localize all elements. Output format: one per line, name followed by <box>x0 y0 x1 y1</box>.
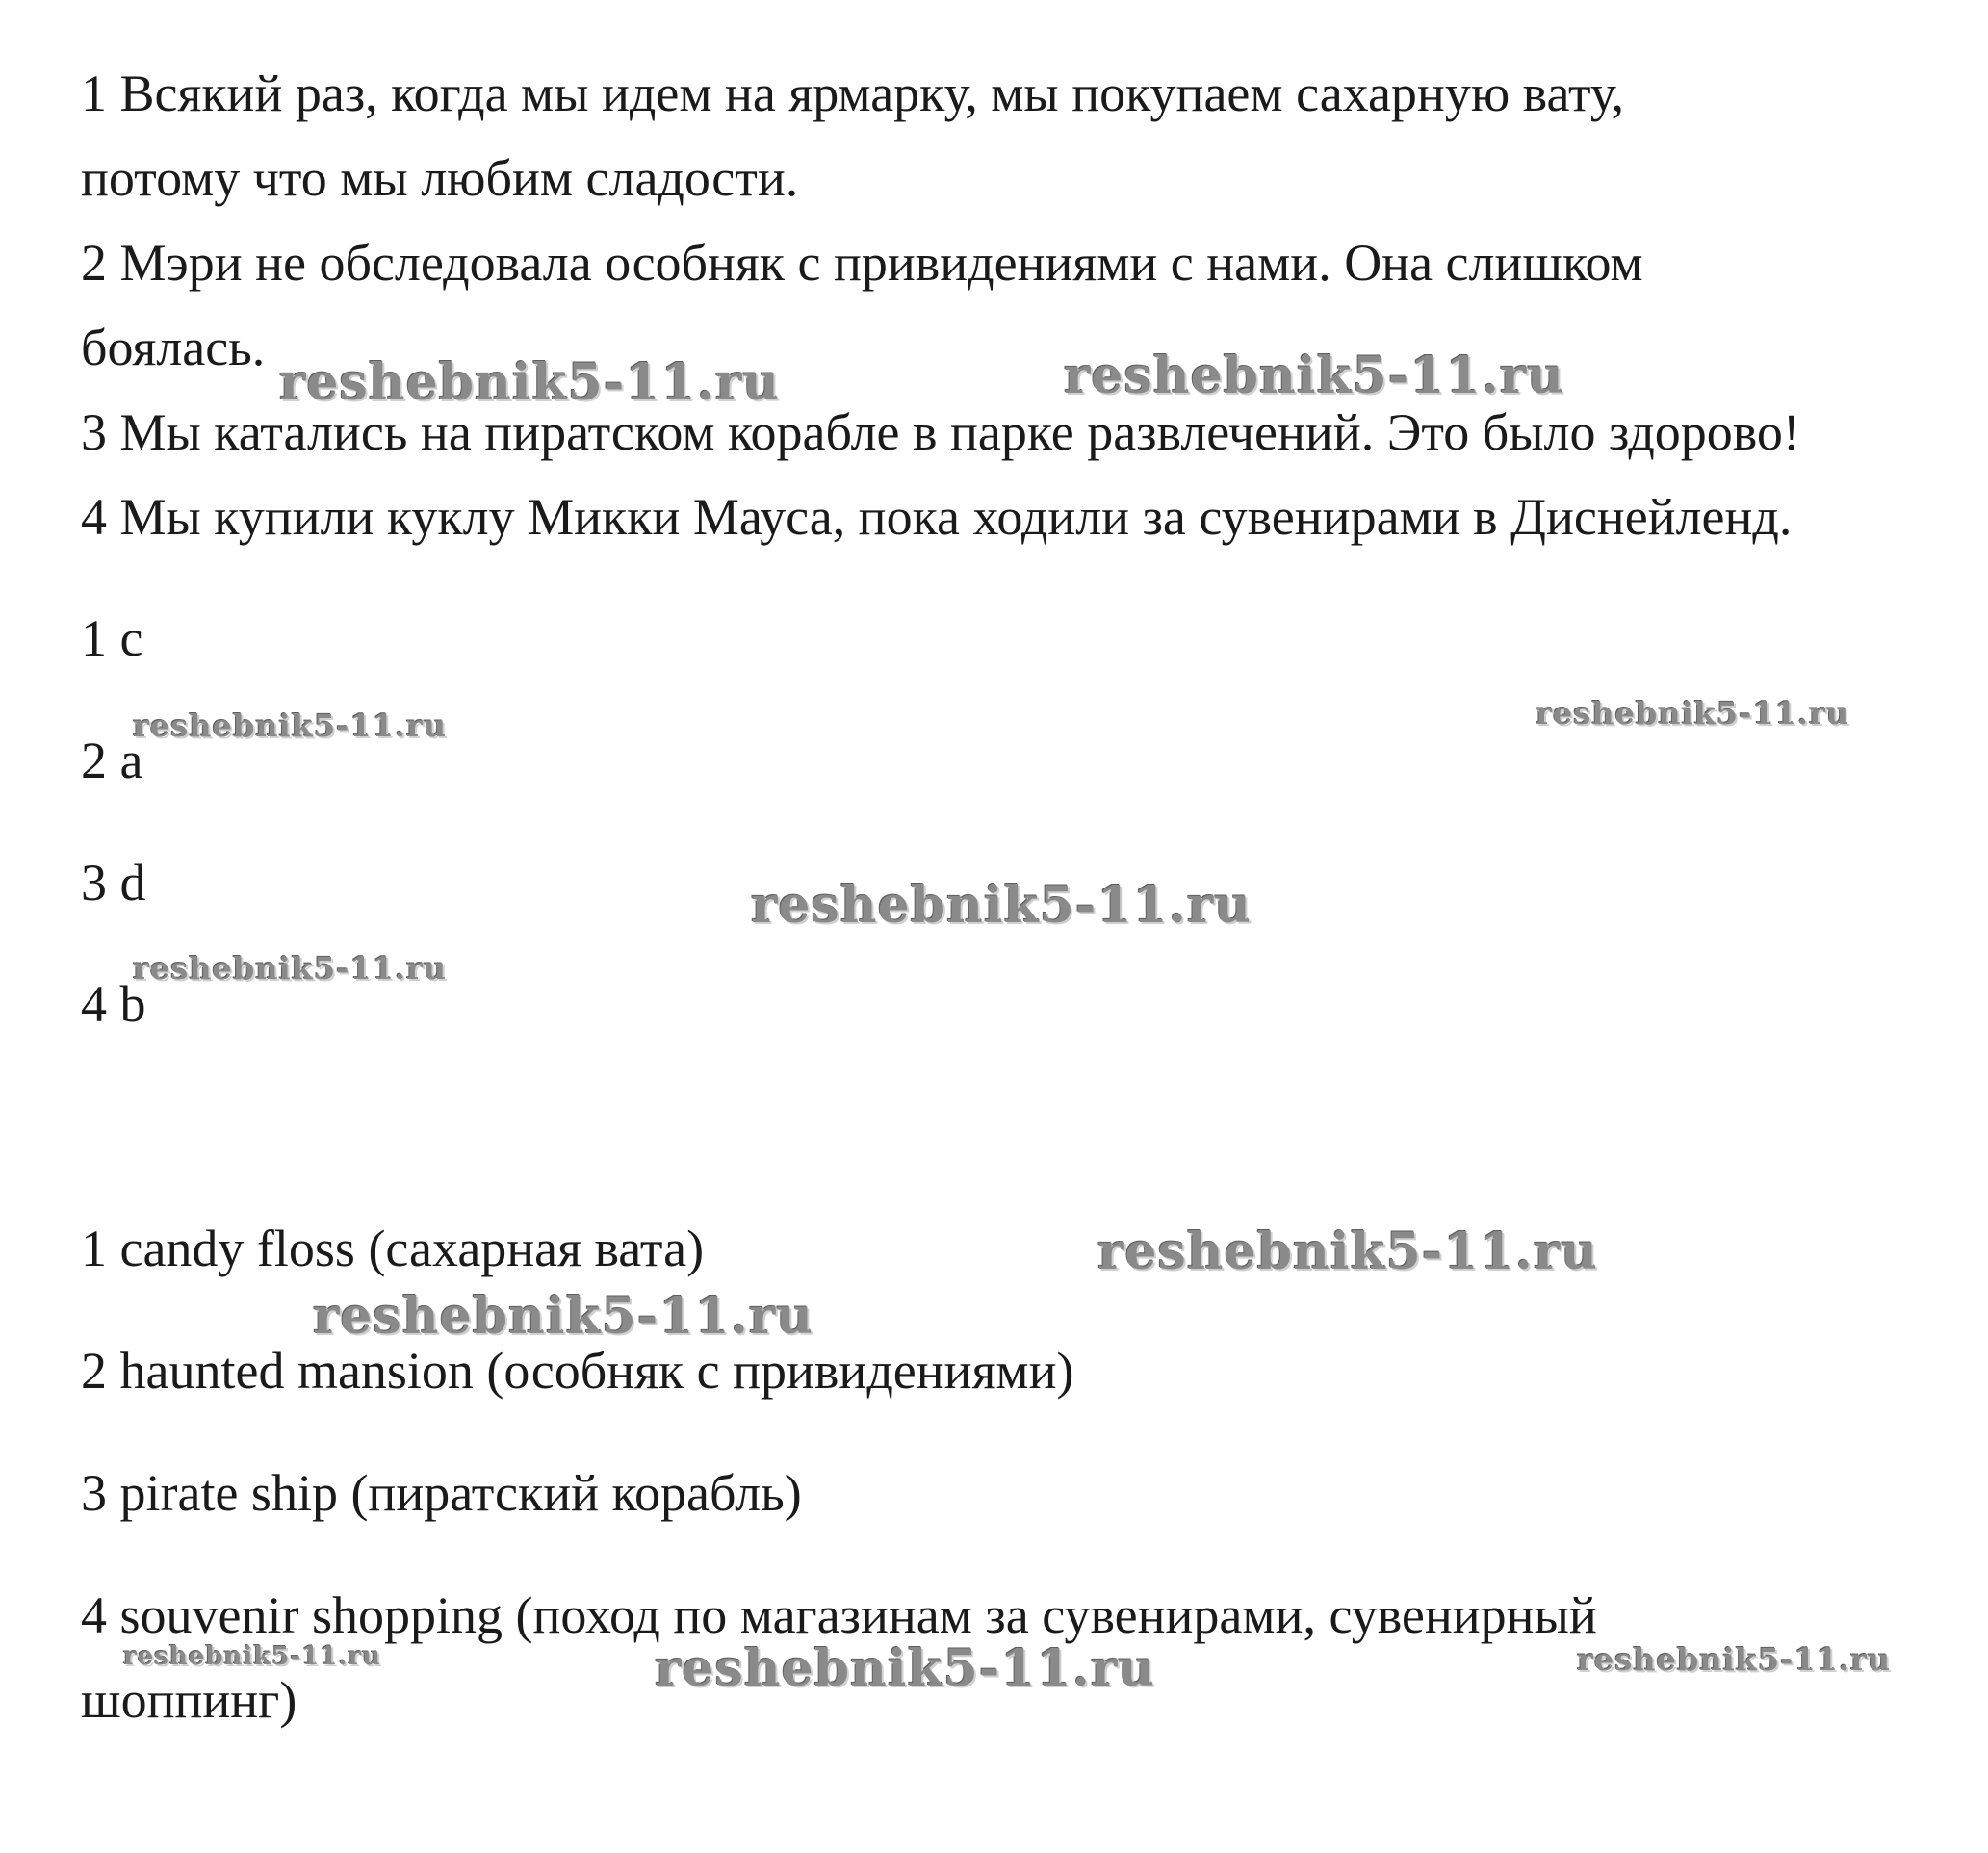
watermark: reshebnik5-11.ru <box>133 708 448 744</box>
vocabulary-item: 1 candy floss (сахарная вата) <box>81 1220 705 1277</box>
answer-item: 2 a <box>81 732 143 789</box>
watermark: reshebnik5-11.ru <box>313 1287 814 1346</box>
vocabulary-item: 2 haunted mansion (особняк с привидениями) <box>81 1342 1074 1400</box>
translation-line: 2 Мэри не обследовала особняк с привидениями с нами. Она слишком <box>81 234 1643 292</box>
translation-line: боялась. <box>81 319 266 376</box>
vocabulary-item: шоппинг) <box>81 1671 297 1729</box>
translation-line: 4 Мы купили куклу Микки Мауса, пока ходили за сувенирами в Диснейленд. <box>81 488 1793 546</box>
answer-item: 1 c <box>81 609 143 667</box>
answer-item: 4 b <box>81 975 146 1033</box>
watermark: reshebnik5-11.ru <box>1536 695 1850 732</box>
watermark: reshebnik5-11.ru <box>751 876 1252 935</box>
translation-line: 1 Всякий раз, когда мы идем на ярмарку, мы покупаем сахарную вату, <box>81 64 1624 122</box>
watermark: reshebnik5-11.ru <box>1064 347 1565 405</box>
watermark: reshebnik5-11.ru <box>1577 1641 1892 1678</box>
watermark: reshebnik5-11.ru <box>1097 1222 1599 1281</box>
watermark: reshebnik5-11.ru <box>133 950 448 987</box>
watermark: reshebnik5-11.ru <box>123 1642 382 1671</box>
answer-item: 3 d <box>81 854 146 912</box>
translation-line: 3 Мы катались на пиратском корабле в парке развлечений. Это было здорово! <box>81 403 1800 461</box>
translation-line: потому что мы любим сладости. <box>81 149 799 207</box>
watermark: reshebnik5-11.ru <box>279 353 781 412</box>
watermark: reshebnik5-11.ru <box>655 1639 1156 1698</box>
vocabulary-item: 4 souvenir shopping (поход по магазинам за сувенирами, сувенирный <box>81 1586 1597 1644</box>
vocabulary-item: 3 pirate ship (пиратский корабль) <box>81 1464 802 1522</box>
